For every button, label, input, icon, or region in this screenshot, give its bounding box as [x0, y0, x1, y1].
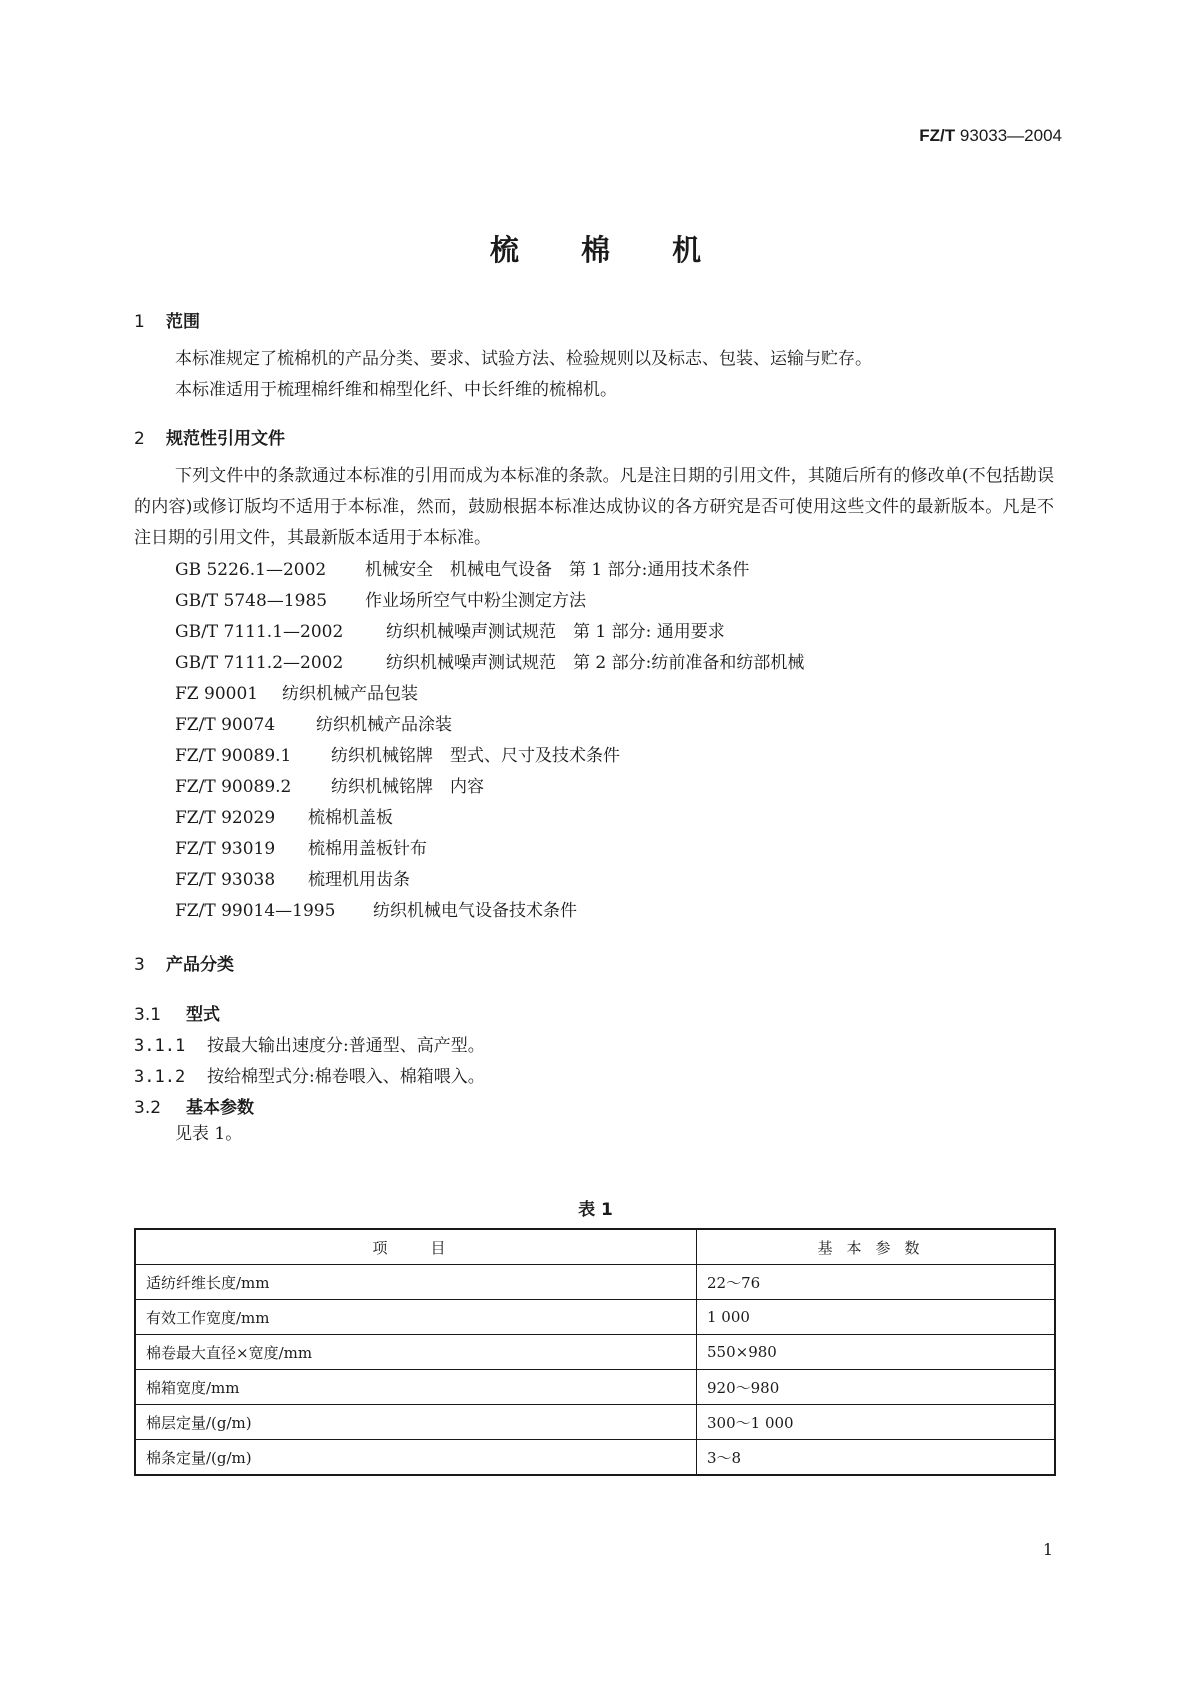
table-cell: 适纺纤维长度/mm	[135, 1265, 697, 1300]
standard-code: 93033—2004	[959, 126, 1062, 145]
table-row	[135, 1300, 1055, 1335]
reference-item	[175, 865, 410, 896]
table-header-cell: 项 目	[135, 1229, 697, 1265]
reference-title: 纺织机械产品包装	[282, 684, 418, 704]
table-row	[135, 1265, 1055, 1300]
subsection-title: 基本参数	[186, 1098, 254, 1118]
reference-item	[175, 803, 393, 834]
reference-item	[175, 896, 577, 927]
table-row	[135, 1405, 1055, 1440]
reference-item	[175, 710, 452, 741]
clause	[134, 1031, 485, 1056]
reference-code: GB 5226.1—2002	[175, 560, 327, 580]
table-cell: 3～8	[697, 1440, 1056, 1476]
table-reference: 见表 1。	[175, 1124, 243, 1144]
section-title: 范围	[166, 312, 200, 332]
reference-title: 作业场所空气中粉尘测定方法	[365, 591, 586, 611]
page-number: 1	[1042, 1540, 1053, 1559]
section-title: 规范性引用文件	[166, 429, 285, 449]
reference-code: GB/T 7111.2—2002	[175, 653, 344, 673]
section-2-heading	[134, 424, 285, 449]
reference-title: 纺织机械铭牌 型式、尺寸及技术条件	[331, 746, 620, 766]
table-cell: 有效工作宽度/mm	[135, 1300, 697, 1335]
table-cell: 920～980	[697, 1370, 1056, 1405]
reference-code: FZ/T 92029	[175, 808, 276, 828]
subsection-number: 3.2	[134, 1098, 162, 1118]
reference-code: GB/T 5748—1985	[175, 591, 328, 611]
table-cell: 棉条定量/(g/m)	[135, 1440, 697, 1476]
reference-code: GB/T 7111.1—2002	[175, 622, 344, 642]
reference-item	[175, 617, 725, 648]
section-number: 3	[134, 955, 145, 975]
reference-code: FZ/T 90089.1	[175, 746, 292, 766]
section-number: 1	[134, 312, 145, 332]
reference-code: FZ/T 93038	[175, 870, 276, 890]
table-header-row	[135, 1229, 1055, 1265]
reference-item	[175, 772, 484, 803]
reference-title: 梳理机用齿条	[308, 870, 410, 890]
reference-item	[175, 648, 804, 679]
section-3-heading	[134, 950, 234, 975]
reference-title: 机械安全 机械电气设备 第 1 部分:通用技术条件	[365, 560, 750, 580]
table-cell: 300～1 000	[697, 1405, 1056, 1440]
subsection-title: 型式	[186, 1005, 220, 1025]
document-title: 梳 棉 机	[489, 233, 728, 267]
reference-code: FZ/T 90074	[175, 715, 276, 735]
reference-title: 纺织机械噪声测试规范 第 1 部分: 通用要求	[386, 622, 725, 642]
subsection-heading	[134, 1000, 220, 1025]
reference-title: 纺织机械铭牌 内容	[331, 777, 484, 797]
table-row	[135, 1370, 1055, 1405]
table-cell: 棉箱宽度/mm	[135, 1370, 697, 1405]
reference-code: FZ 90001	[175, 684, 259, 704]
table-row	[135, 1440, 1055, 1476]
standard-number	[919, 126, 1062, 146]
table-header-cell: 基本参数	[697, 1229, 1056, 1265]
table-cell: 1 000	[697, 1300, 1056, 1335]
reference-item	[175, 741, 620, 772]
clause-text: 按最大输出速度分:普通型、高产型。	[207, 1036, 485, 1056]
section-1-heading	[134, 307, 200, 332]
subsection-number: 3.1	[134, 1005, 162, 1025]
table-row	[135, 1335, 1055, 1370]
paragraph: 本标准规定了梳棉机的产品分类、要求、试验方法、检验规则以及标志、包装、运输与贮存。	[175, 349, 872, 369]
reference-item	[175, 555, 749, 586]
table-cell: 22～76	[697, 1265, 1056, 1300]
reference-code: FZ/T 99014—1995	[175, 901, 336, 921]
reference-title: 纺织机械产品涂装	[316, 715, 452, 735]
parameters-table	[134, 1228, 1056, 1476]
section-title: 产品分类	[166, 955, 234, 975]
reference-title: 纺织机械电气设备技术条件	[373, 901, 577, 921]
clause-text: 按给棉型式分:棉卷喂入、棉箱喂入。	[207, 1067, 485, 1087]
standard-prefix: FZ/T	[919, 126, 956, 145]
reference-item	[175, 679, 418, 710]
reference-code: FZ/T 93019	[175, 839, 276, 859]
intro-paragraph: 下列文件中的条款通过本标准的引用而成为本标准的条款。凡是注日期的引用文件，其随后所有的修改单(不包括勘误的内容)或修订版均不适用于本标准，然而，鼓励根据本标准达成协议的各方研究是否可使用这些文件的最新版本。凡是不注日期的引用文件，其最新版本适用于本标准。	[134, 466, 1054, 548]
reference-title: 梳棉用盖板针布	[308, 839, 427, 859]
clause-number: 3.1.2	[134, 1067, 186, 1087]
table-cell: 棉卷最大直径×宽度/mm	[135, 1335, 697, 1370]
reference-title: 纺织机械噪声测试规范 第 2 部分:纺前准备和纺部机械	[386, 653, 805, 673]
reference-item	[175, 834, 427, 865]
section-number: 2	[134, 429, 145, 449]
clause	[134, 1062, 485, 1087]
reference-code: FZ/T 90089.2	[175, 777, 292, 797]
table-cell: 棉层定量/(g/m)	[135, 1405, 697, 1440]
clause-number: 3.1.1	[134, 1036, 186, 1056]
table-caption: 表 1	[578, 1200, 613, 1220]
reference-item	[175, 586, 586, 617]
table-cell: 550×980	[697, 1335, 1056, 1370]
reference-title: 梳棉机盖板	[308, 808, 393, 828]
subsection-heading	[134, 1093, 254, 1118]
paragraph: 本标准适用于梳理棉纤维和棉型化纤、中长纤维的梳棉机。	[175, 380, 617, 400]
